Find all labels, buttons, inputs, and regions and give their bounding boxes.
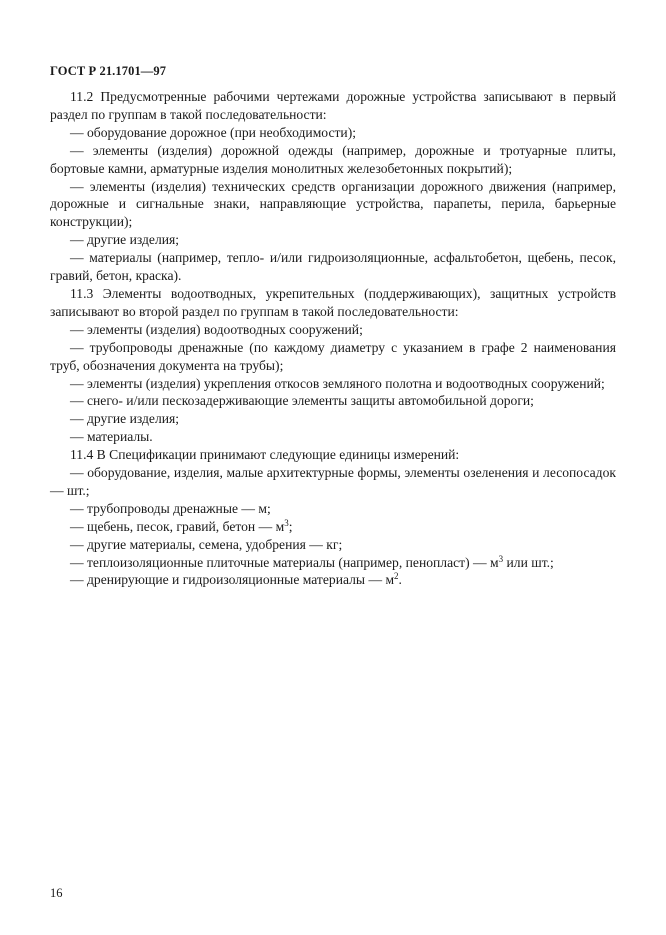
document-code-header: ГОСТ Р 21.1701—97	[50, 64, 167, 78]
unit-line-text: — дренирующие и гидроизоляционные материалы — м	[70, 572, 395, 588]
unit-line-text: — другие материалы, семена, удобрения — кг;	[70, 536, 343, 552]
unit-line-tail: .	[398, 572, 402, 588]
list-item: — другие изделия;	[70, 411, 180, 427]
list-item: — снего- и/или пескозадерживающие элементы защиты автомобильной дороги;	[70, 393, 534, 409]
list-item	[50, 554, 616, 572]
page-number: 16	[50, 886, 63, 900]
list-item	[50, 518, 616, 536]
document-body	[50, 88, 616, 589]
paragraph-11-4: 11.4 В Спецификации принимают следующие единицы измерений:	[70, 447, 460, 463]
unit-exponent: 2	[394, 571, 399, 582]
list-item: — другие изделия;	[70, 232, 180, 248]
list-item	[50, 571, 616, 589]
list-item: — элементы (изделия) технических средств организации дорожного движения (например, дорожные и сигнальные знаки, направляющие устройства, парапеты, перила, барьерные конструкции);	[50, 178, 616, 230]
unit-line-text: — теплоизоляционные плиточные материалы (например, пенопласт) — м	[70, 554, 499, 570]
list-item	[50, 536, 616, 554]
unit-exponent: 3	[498, 553, 504, 564]
paragraph-11-3: 11.3 Элементы водоотводных, укрепительных (поддерживающих), защитных устройств записывают во второй раздел по группам в такой последовательности:	[50, 285, 616, 319]
unit-line-text: — щебень, песок, гравий, бетон — м	[70, 518, 285, 534]
list-item: — оборудование, изделия, малые архитектурные формы, элементы озеленения и лесопосадок — шт.;	[50, 465, 616, 498]
list-item: — материалы.	[70, 429, 153, 445]
list-item: — трубопроводы дренажные (по каждому диаметру с указанием в графе 2 наименования труб, обозначения документа на трубы);	[50, 339, 616, 373]
list-item: — элементы (изделия) укрепления откосов земляного полотна и водоотводных сооружений;	[70, 375, 605, 391]
list-item: — оборудование дорожное (при необходимости);	[70, 124, 356, 140]
paragraph-11-2: 11.2 Предусмотренные рабочими чертежами дорожные устройства записывают в первый раздел по группам в такой последовательности:	[50, 89, 616, 122]
list-item: — трубопроводы дренажные — м;	[70, 500, 271, 516]
list-item: — элементы (изделия) дорожной одежды (например, дорожные и тротуарные плиты, бортовые камни, арматурные изделия монолитных железобетонных покрытий);	[50, 142, 616, 176]
unit-line-tail: или шт.;	[503, 554, 554, 570]
unit-line-tail: ;	[288, 518, 293, 534]
unit-exponent: 3	[284, 517, 289, 528]
list-item: — элементы (изделия) водоотводных сооружений;	[70, 321, 363, 337]
list-item: — материалы (например, тепло- и/или гидроизоляционные, асфальтобетон, щебень, песок, гравий, бетон, краска).	[50, 250, 616, 284]
